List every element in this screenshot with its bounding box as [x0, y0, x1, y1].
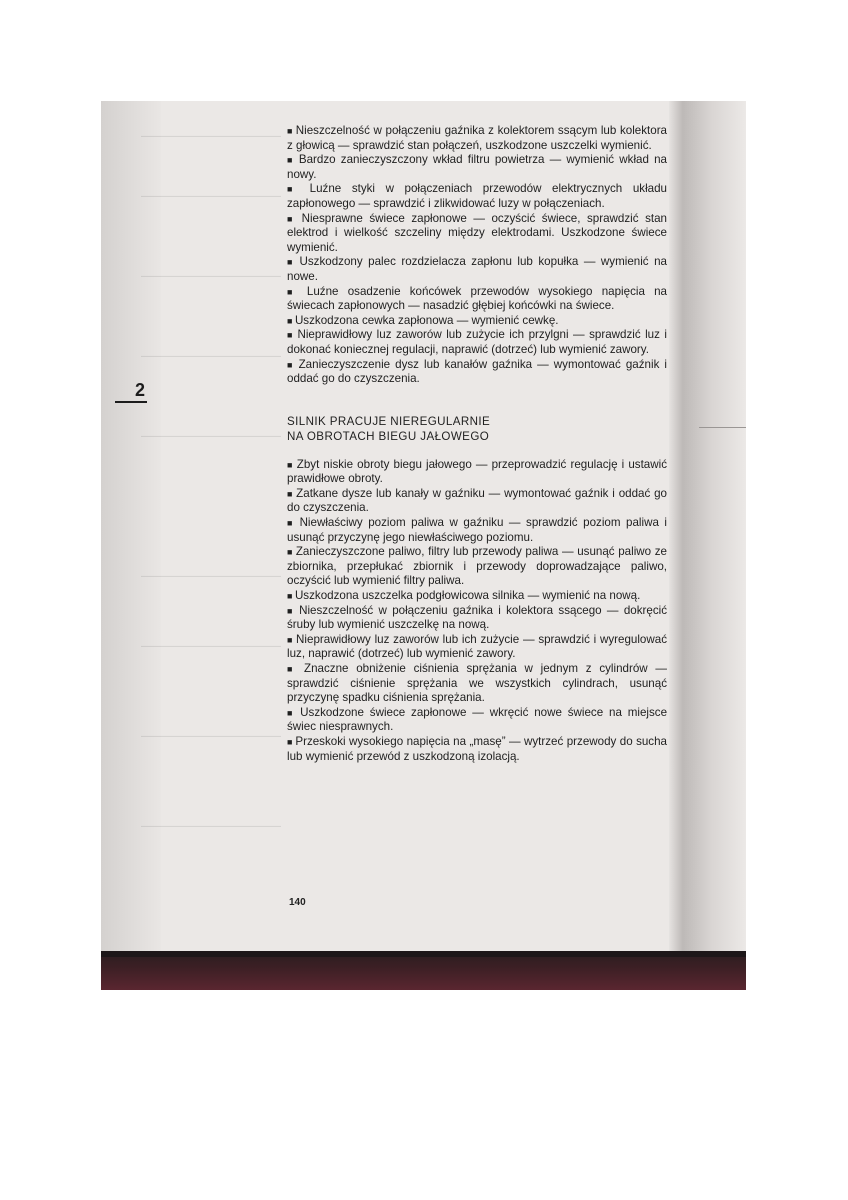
book-cover-edge: [101, 951, 746, 990]
bullet-icon: ■: [287, 547, 296, 558]
list-item: ■ Uszkodzona uszczelka podgłowicowa silnika — wymienić na nową.: [287, 589, 641, 603]
show-through-text: ——————————————: [141, 271, 281, 282]
show-through-text: ——————————————: [141, 731, 281, 742]
bullet-icon: ■: [287, 330, 298, 341]
bullet-icon: ■: [287, 257, 300, 268]
show-through-text: ——————————————: [141, 191, 281, 202]
list-item: ■ Nieprawidłowy luz zaworów lub zużycie ich przylgni — sprawdzić luz i dokonać koniecznej regulacji, naprawić (dotrzeć) lub wymienić zawory.: [287, 328, 667, 356]
bullet-icon: ■: [287, 213, 302, 224]
show-through-text: ——————————————: [141, 641, 281, 652]
list-item: ■ Luźne styki w połączeniach przewodów elektrycznych układu zapłonowego — sprawdzić i zlikwidować luzy w połączeniach.: [287, 182, 667, 210]
page-number: 140: [289, 897, 306, 908]
list-item: ■ Uszkodzona cewka zapłonowa — wymienić cewkę.: [287, 313, 559, 327]
bullet-icon: ■: [287, 591, 295, 602]
bullet-icon: ■: [287, 488, 297, 499]
show-through-text: ——————————————: [141, 351, 281, 362]
list-item: ■ Znaczne obniżenie ciśnienia sprężania w jednym z cylindrów — sprawdzić ciśnienie sprężania we wszystkich cylindrach, usunąć przyczynę spadku ciśnienia sprężania.: [287, 662, 668, 705]
scanned-book-page: [101, 101, 746, 990]
text-column: [287, 124, 667, 764]
bullet-icon: ■: [287, 315, 295, 326]
adjacent-page-edge: [669, 101, 746, 953]
divider: [699, 427, 746, 428]
bullet-icon: ■: [287, 155, 299, 166]
list-item: ■ Przeskoki wysokiego napięcia na „masę” — wytrzeć przewody do sucha lub wymienić przewód z uszkodzoną izolacją.: [287, 734, 668, 763]
show-through-text: ——————————————: [141, 571, 281, 582]
bullet-icon: ■: [287, 286, 307, 297]
list-item: ■ Zbyt niskie obroty biegu jałowego — przeprowadzić regulację i ustawić prawidłowe obroty.: [287, 457, 667, 486]
chapter-marker: 2: [115, 380, 147, 403]
list-item: ■ Zanieczyszczenie dysz lub kanałów gaźnika — wymontować gaźnik i oddać go do czyszczenia.: [287, 357, 667, 386]
bullet-icon: ■: [287, 359, 299, 370]
list-item: ■ Luźne osadzenie końcówek przewodów wysokiego napięcia na świecach zapłonowych — nasadzić głębiej końcówki na świece.: [287, 284, 667, 313]
list-item: ■ Nieprawidłowy luz zaworów lub ich zużycie — sprawdzić i wyregulować luz, naprawić (dotrzeć) lub wymienić zawory.: [287, 632, 667, 661]
list-item: ■ Uszkodzone świece zapłonowe — wkręcić nowe świece na miejsce świec niesprawnych.: [287, 705, 668, 734]
show-through-text: ——————————————: [141, 431, 281, 442]
cover-shadow: [101, 951, 746, 957]
bullet-icon: ■: [287, 126, 296, 136]
section-heading-line: NA OBROTACH BIEGU JAŁOWEGO: [287, 429, 490, 443]
bullet-icon: ■: [287, 184, 310, 195]
bullet-icon: ■: [287, 664, 305, 674]
list-item: ■ Niesprawne świece zapłonowe — oczyścić świece, sprawdzić stan elektrod i wielkość szczeliny między elektrodami. Uszkodzone świece wymienić.: [287, 211, 668, 254]
list-item: ■ Zatkane dysze lub kanały w gaźniku — wymontować gaźnik i oddać go do czyszczenia.: [287, 486, 668, 515]
list-item: ■ Zanieczyszczone paliwo, filtry lub przewody paliwa — usunąć paliwo ze zbiornika, przepłukać zbiornik i przewody doprowadzające paliwo, oczyścić lub wymienić filtry paliwa.: [287, 545, 668, 588]
bullet-icon: ■: [287, 634, 297, 645]
bullet-icon: ■: [287, 605, 300, 616]
bullet-icon: ■: [287, 736, 296, 747]
list-item: ■ Niewłaściwy poziom paliwa w gaźniku — sprawdzić poziom paliwa i usunąć przyczynę jego niewłaściwego poziomu.: [287, 516, 668, 544]
bullet-icon: ■: [287, 459, 297, 470]
list-item: ■ Nieszczelność w połączeniu gaźnika i kolektora ssącego — dokręcić śruby lub wymienić uszczelkę na nową.: [287, 603, 667, 632]
bullet-icon: ■: [287, 707, 301, 718]
section-heading: [287, 414, 667, 444]
show-through-text: ——————————————: [141, 131, 281, 142]
list-item: ■ Bardzo zanieczyszczony wkład filtru powietrza — wymienić wkład na nowy.: [287, 153, 667, 181]
bullet-icon: ■: [287, 518, 300, 529]
list-item: ■ Uszkodzony palec rozdzielacza zapłonu lub kopułka — wymienić na nowe.: [287, 255, 668, 283]
section-heading-line: SILNIK PRACUJE NIEREGULARNIE: [287, 414, 491, 428]
show-through-text: ——————————————: [141, 821, 281, 832]
list-item: ■ Nieszczelność w połączeniu gaźnika z kolektorem ssącym lub kolektora z głowicą — sprawdzić stan połączeń, uszkodzone uszczelki wymienić.: [287, 124, 668, 152]
